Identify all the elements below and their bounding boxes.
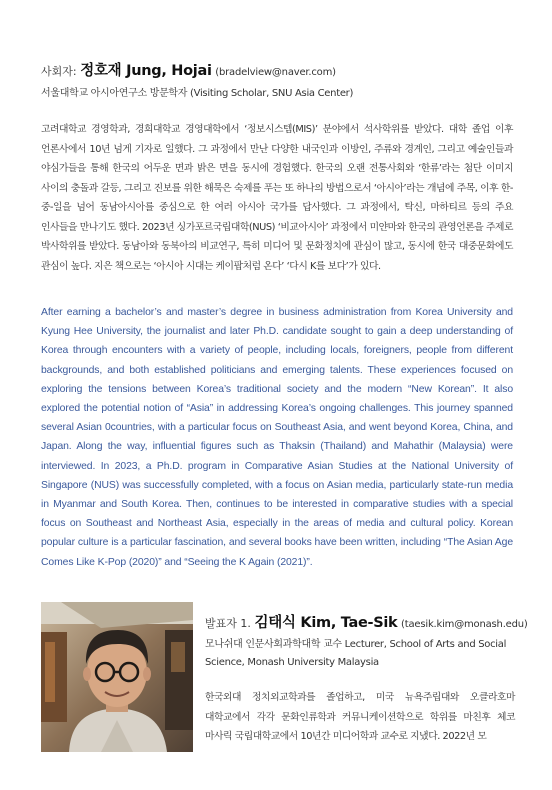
- moderator-role-label: 사회자:: [41, 65, 77, 78]
- presenter-photo: [41, 602, 193, 752]
- presenter-bio-korean: 한국외대 정치외교학과를 졸업하고, 미국 뉴욕주립대와 오클라호마 대학교에서 각각 문화인류학과 커뮤니케이션학으로 학위를 마친후 체코 마사릭 국립대학교에서 10년간 미디어학과 교수로 지냈다. 2022년 모: [205, 692, 515, 742]
- presenter-affiliation: 모나쉬대 인문사회과학대학 교수 Lecturer, School of Arts and Social Science, Monash University Malaysia: [205, 639, 507, 668]
- presenter-section: [205, 612, 528, 672]
- presenter-email: (taesik.kim@monash.edu): [401, 619, 528, 630]
- moderator-bio-english: After earning a bachelor’s and master’s degree in business administration from Korea University and Kyung Hee University, the journalist and later Ph.D. candidate sought to gain a deep understanding of Korea through encounters with a variety of people, including locals, foreigners, people from different backgrounds, and both established politicians and emerging talents. These experiences focused on exploring the tensions between Korea’s traditional society and the modern “New Korean”. It also explored the potential notion of “Asia” in addressing Korea’s ongoing challenges. This journey spanned several Asian 0countries, with a particular focus on Southeast Asia, and went beyond Korea, China, and Japan. Along the way, influential figures such as Thaksin (Thailand) and Mahathir (Malaysia) were interviewed. In 2023, a Ph.D. program in Comparative Asian Studies at the National University of Singapore (NUS) was successfully completed, with a focus on Asian media, particularly state-run media in Myanmar and South Korea. Then, continues to be interested in comparative studies with a special focus on Southeast and Northeast Asia, especially in the areas of media and cultural policy. Korean popular culture is a particular fascination, and several books have been written, including “The Asian Age Comes Like K-Pop (2020)” and “Seeing the K Again (2021)”.: [41, 307, 513, 568]
- presenter-photo-image: [41, 602, 193, 752]
- moderator-email: (bradelview@naver.com): [215, 67, 336, 78]
- presenter-heading: [205, 612, 528, 636]
- moderator-affiliation: 서울대학교 아시아연구소 방문학자 (Visiting Scholar, SNU Asia Center): [41, 88, 354, 99]
- moderator-heading: [41, 61, 511, 83]
- moderator-section: [41, 61, 511, 102]
- presenter-role-label: 발표자 1.: [205, 617, 251, 630]
- moderator-name: 정호재 Jung, Hojai: [80, 63, 212, 79]
- presenter-name: 김태식 Kim, Tae-Sik: [254, 615, 398, 631]
- moderator-bio-korean: 고려대학교 경영학과, 경희대학교 경영대학에서 ‘정보시스템(MIS)’ 분야에서 석사학위를 받았다. 대학 졸업 이후 언론사에서 10년 넘게 기자로 일했다. 그 과정에서 만난 다양한 내국인과 이방인, 주류와 경계인, 그리고 예술인들과 야심가들을 통해 한국의 어두운 면과 밝은 면을 동시에 경험했다. 한국의 오랜 전통사회와 ‘한류’라는 첨단 이미지 사이의 충돌과 갈등, 그리고 진보를 위한 해묵은 숙제를 푸는 또 하나의 방법으로서 ‘아시아’라는 개념에 주목, 이후 한-중-일을 넘어 동남아시아를 중심으로 한 여러 아시아 국가를 답사했다. 그 과정에서, 탁신, 마하티르 등의 주요 인사들을 만나기도 했다. 2023년 싱가포르국립대학(NUS) ‘비교아시아’ 과정에서 미얀마와 한국의 관영언론을 주제로 박사학위를 받았다. 동남아와 동북아의 비교연구, 특히 미디어 및 문화정치에 관심이 많고, 동시에 한국 대중문화에도 관심이 높다. 지은 책으로는 ‘아시아 시대는 케이팝처럼 온다’ ‘다시 K를 보다’가 있다.: [41, 124, 513, 272]
